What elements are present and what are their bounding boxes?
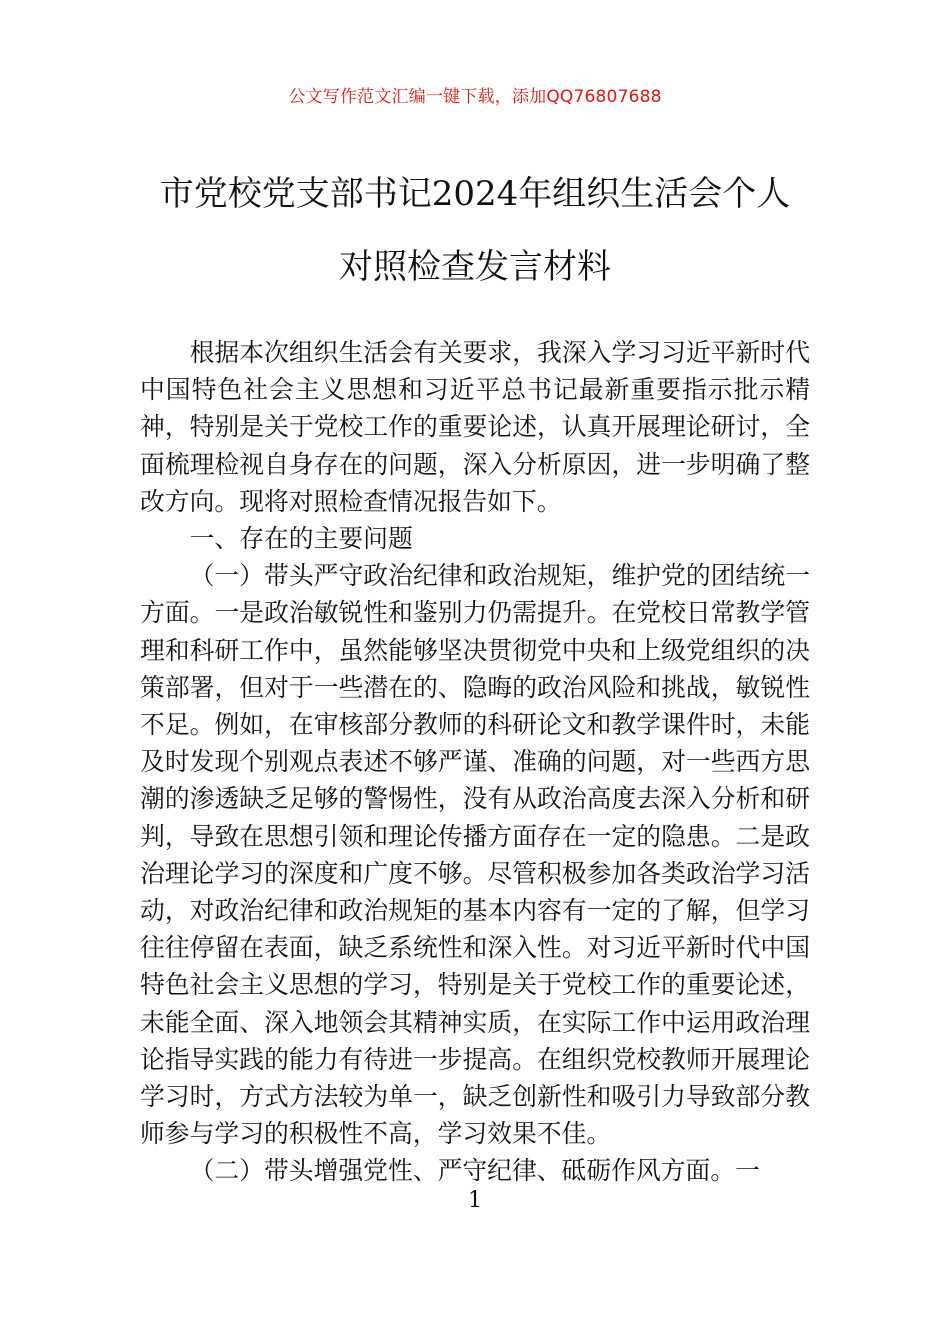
section-paragraph-1: （一）带头严守政治纪律和政治规矩，维护党的团结统一方面。一是政治敏锐性和鉴别力仍需提升。在党校日常教学管理和科研工作中，虽然能够坚决贯彻党中央和上级党组织的决策部署，但对于一些潜在的、隐晦的政治风险和挑战，敏锐性不足。例如，在审核部分教师的科研论文和教学课件时，未能及时发现个别观点表述不够严谨、准确的问题，对一些西方思潮的渗透缺乏足够的警惕性，没有从政治高度去深入分析和研判，导致在思想引领和理论传播方面存在一定的隐患。二是政治理论学习的深度和广度不够。尽管积极参加各类政治学习活动，对政治纪律和政治规矩的基本内容有一定的了解，但学习往往停留在表面，缺乏系统性和深入性。对习近平新时代中国特色社会主义思想的学习，特别是关于党校工作的重要论述，未能全面、深入地领会其精神实质，在实际工作中运用政治理论指导实践的能力有待进一步提高。在组织党校教师开展理论学习时，方式方法较为单一，缺乏创新性和吸引力导致部分教师参与学习的积极性不高，学习效果不佳。 xyxy=(140,561,810,1149)
document-body xyxy=(140,334,810,1190)
download-banner[interactable]: 公文写作范文汇编一键下载，添加QQ76807688 xyxy=(288,87,662,107)
section-heading: 一、存在的主要问题 xyxy=(189,524,413,554)
document-title-line-2: 对照检查发言材料 xyxy=(339,247,611,287)
intro-paragraph: 根据本次组织生活会有关要求，我深入学习习近平新时代中国特色社会主义思想和习近平总书记最新重要指示批示精神，特别是关于党校工作的重要论述，认真开展理论研讨，全面梳理检视自身存在的问题，深入分析原因，进一步明确了整改方向。现将对照检查情况报告如下。 xyxy=(140,338,810,516)
document-title-line-1: 市党校党支部书记2024年组织生活会个人 xyxy=(159,174,791,214)
page-number: 1 xyxy=(468,1188,482,1213)
section-paragraph-2: （二）带头增强党性、严守纪律、砥砺作风方面。一 xyxy=(189,1156,760,1186)
